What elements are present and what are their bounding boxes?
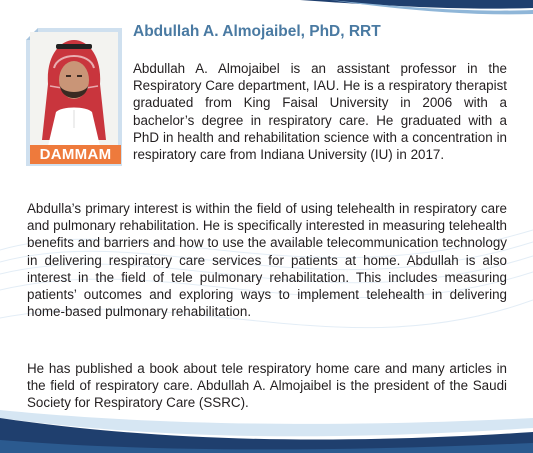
bio-paragraph-3: He has published a book about tele respiratory home care and many articles in the field of respiratory care. Abdullah A. Almojaibel is the president of the Saudi Society for Respiratory Care (SSRC). [27, 361, 507, 411]
profile-name: Abdullah A. Almojaibel, PhD, RRT [133, 23, 381, 40]
top-wave [300, 0, 533, 9]
bio-paragraph-2: Abdulla’s primary interest is within the field of using telehealth in respiratory care and pulmonary rehabilitation. He is specifically interested in measuring telehealth benefits and barriers and how to use the available telecommunication technology in delivering respiratory care services for patients at home. Abdullah is also interest in the field of tele pulmonary rehabilitation. This includes measuring patients’ outcomes and exploring ways to implement telehealth in delivering home-based pulmonary rehabilitation. [27, 201, 507, 320]
location-badge: DAMMAM [30, 145, 121, 164]
bio-paragraph-1: Abdullah A. Almojaibel is an assistant professor in the Respiratory Care department, IAU. He is a respiratory therapist graduated from King Faisal University in 2006 with a bachelor’s degree in respiratory care. He graduated with a PhD in health and rehabilitation science with a concentration in respiratory care from Indiana University (IU) in 2017. [133, 61, 507, 163]
